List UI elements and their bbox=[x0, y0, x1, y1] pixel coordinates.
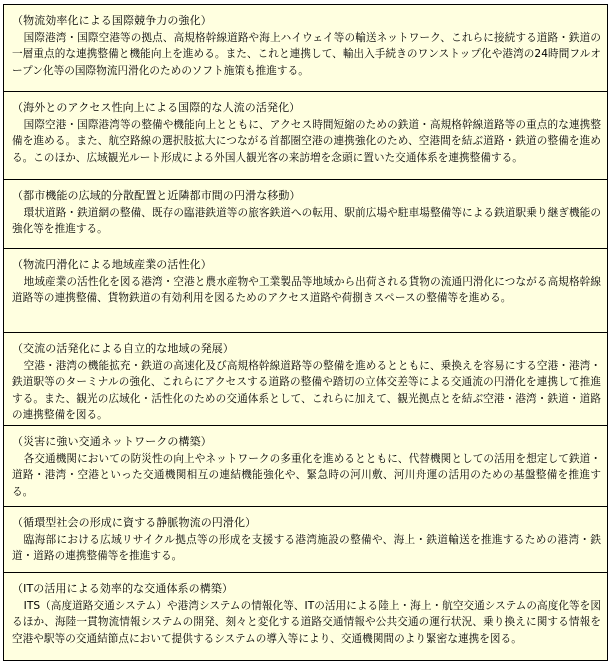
section-title: （ITの活用による効率的な交通体系の構築） bbox=[12, 582, 234, 595]
policy-table bbox=[3, 4, 608, 661]
section-it-transport bbox=[4, 573, 607, 660]
section-body: 国際港湾・国際空港等の拠点、高規格幹線道路や海上ハイウェイ等の輸送ネットワーク、これらに接続する道路・鉄道の一層重点的な連携整備と機能向上を進める。また、これと連携して、輸出入手続きのワンストップ化や港湾の24時間フルオープン化等の国際物流円滑化のためのソフト施策も推進する。 bbox=[12, 31, 601, 77]
section-body: 空港・港湾の機能拡充・鉄道の高速化及び高規格幹線道路等の整備を進めるとともに、乗換えを容易にする空港・港湾・鉄道駅等のターミナルの強化、これらにアクセスする道路の整備や踏切の立体交差等による交通流の円滑化を連携して推進する。また、観光の広域化・活性化のための交通体系として、これらに加えて、観光拠点とを結ぶ空港・港湾・鉄道・道路の連携整備を図る。 bbox=[12, 359, 601, 421]
section-title: （物流効率化による国際競争力の強化） bbox=[12, 14, 212, 27]
section-body: ITS（高度道路交通システム）や港湾システムの情報化等、ITの活用による陸上・海上・航空交通システムの高度化等を図るほか、海陸一貫物流情報システムの開発、刻々と変化する道路交通情報や公共交通の運行状況、乗り換えに関する情報を空港や駅等の交通結節点において提供するシステムの導入等により、交通機関間のより緊密な連携を図る。 bbox=[12, 599, 601, 645]
section-title: （災害に強い交通ネットワークの構築） bbox=[12, 435, 212, 448]
section-reverse-logistics bbox=[4, 507, 607, 573]
section-body: 地域産業の活性化を図る港湾・空港と農水産物や工業製品等地域から出荷される貨物の流通円滑化につながる高規格幹線道路等の連携整備、貨物鉄道の有効利用を図るためのアクセス道路や荷捌きスペースの整備等を進める。 bbox=[12, 275, 601, 304]
section-body: 各交通機関においての防災性の向上やネットワークの多重化を進めるとともに、代替機関としての活用を想定して鉄道・道路・港湾・空港といった交通機関相互の連結機能強化や、緊急時の河川敷、河川舟運の活用のための基盤整備を推進する。 bbox=[12, 452, 601, 498]
section-title: （物流円滑化による地域産業の活性化） bbox=[12, 258, 212, 271]
section-title: （海外とのアクセス性向上による国際的な人流の活発化） bbox=[12, 101, 301, 114]
section-logistics-competitiveness bbox=[4, 5, 607, 92]
section-regional-development bbox=[4, 333, 607, 426]
section-body: 環状道路・鉄道網の整備、既存の臨港鉄道等の旅客鉄道への転用、駅前広場や駐車場整備等による鉄道駅乗り継ぎ機能の強化等を推進する。 bbox=[12, 206, 601, 235]
section-disaster-resilience bbox=[4, 426, 607, 507]
section-urban-functions bbox=[4, 180, 607, 249]
section-international-access bbox=[4, 92, 607, 180]
section-title: （循環型社会の形成に資する静脈物流の円滑化） bbox=[12, 516, 257, 529]
section-title: （交流の活発化による自立的な地域の発展） bbox=[12, 342, 234, 355]
section-body: 国際空港・国際港湾等の整備や機能向上とともに、アクセス時間短縮のための鉄道・高規格幹線道路等の重点的な連携整備を進める。また、航空路線の選択肢拡大につながる首都圏空港の連携強化のため、空港間を結ぶ道路・鉄道の整備を進める。このほか、広域観光ルート形成による外国人観光客の来訪増を念頭に置いた交通体系を連携整備する。 bbox=[12, 118, 601, 164]
section-body: 臨海部における広域リサイクル拠点等の形成を支援する港湾施設の整備や、海上・鉄道輸送を推進するための港湾・鉄道・道路の連携整備等を推進する。 bbox=[12, 533, 601, 562]
section-title: （都市機能の広域的分散配置と近隣都市間の円滑な移動） bbox=[12, 189, 301, 202]
section-regional-industry bbox=[4, 249, 607, 333]
